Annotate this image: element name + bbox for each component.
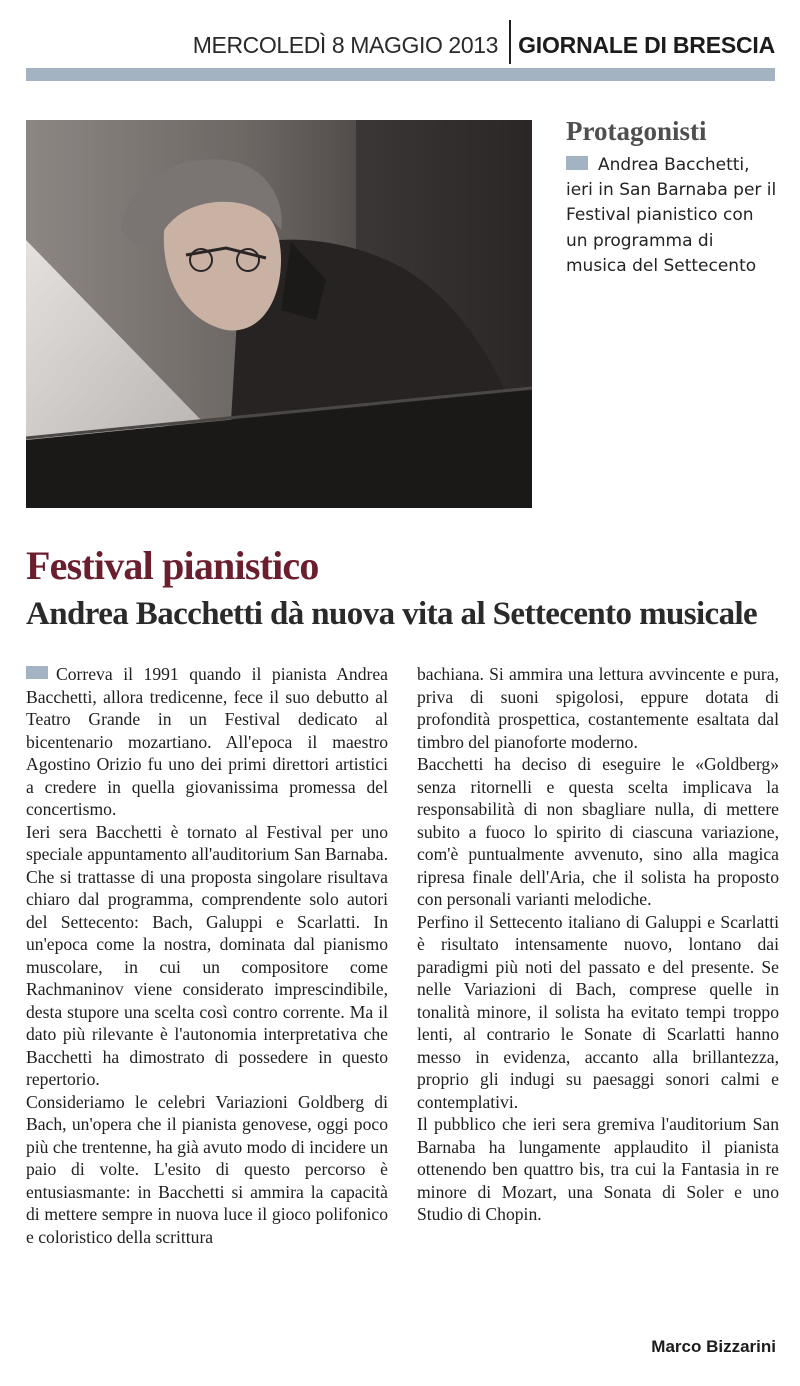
caption-text: Andrea Bacchetti, ieri in San Barnaba per il Festival pianistico con un programma di musica del Settecento	[566, 155, 777, 276]
paragraph: Consideriamo le celebri Variazioni Goldberg di Bach, un'opera che il pianista genovese, oggi poco più che trentenne, ha già avuto modo di incidere un paio di volte. L'esito di questo percorso è entusiasmante: in Bacchetti si ammira la capacità di mettere sempre in nuova luce il gioco polifonico e coloristico della scrittura	[26, 1091, 388, 1247]
article-column-1	[26, 663, 388, 1248]
square-bullet-icon	[26, 666, 48, 679]
photo-caption	[566, 116, 778, 279]
paragraph: Perfino il Settecento italiano di Galuppi e Scarlatti è risultato intensamente nuovo, lontano dai paradigmi più noti del passato e del presente. Se nelle Variazioni di Bach, comprese quelle in tonalità minore, il solista ha evitato tempi troppo lenti, al contrario le Sonate di Scarlatti hanno messo in evidenza, accanto alla brillantezza, proprio gli indugi su paesaggi sonori calmi e contemplativi.	[417, 911, 779, 1112]
paragraph	[26, 663, 388, 821]
pianist-illustration	[26, 120, 532, 508]
newspaper-name: GIORNALE DI BRESCIA	[518, 32, 775, 58]
article-column-2	[417, 663, 779, 1226]
masthead	[26, 18, 775, 68]
caption-title: Protagonisti	[566, 116, 707, 146]
pianist-photo	[26, 120, 532, 508]
article-headline: Andrea Bacchetti dà nuova vita al Settecento musicale	[26, 596, 758, 632]
masthead-divider	[509, 20, 511, 64]
caption-text-block	[566, 153, 778, 279]
header-rule	[26, 68, 775, 81]
paragraph: Il pubblico che ieri sera gremiva l'auditorium San Barnaba ha lungamente applaudito il pianista ottenendo ben quattro bis, tra cui la Fantasia in re minore di Mozart, una Sonata di Soler e uno Studio di Chopin.	[417, 1114, 779, 1224]
paragraph: Bacchetti ha deciso di eseguire le «Goldberg» senza ritornelli e questa scelta implicava la responsabilità di non sbagliare nulla, di mettere subito a fuoco lo spirito di ciascuna variazione, com'è puntualmente avvenuto, sino alla magica ripresa finale dell'Aria, che il solista ha proposto con personali varianti melodiche.	[417, 754, 779, 909]
paragraph: bachiana. Si ammira una lettura avvincente e pura, priva di suoni spigolosi, eppure dotata di profondità prospettica, costantemente esaltata dal timbro del pianoforte moderno.	[417, 664, 779, 752]
article-kicker: Festival pianistico	[26, 543, 319, 588]
paragraph: Ieri sera Bacchetti è tornato al Festival per uno speciale appuntamento all'auditorium San Barnaba. Che si trattasse di una proposta singolare risultava chiaro dal programma, comprendente solo autori del Settecento: Bach, Galuppi e Scarlatti. In un'epoca come la nostra, dominata dal pianismo muscolare, in cui un compositore come Rachmaninov viene considerato imprescindibile, desta stupore una scelta così contro corrente. Ma il dato più rilevante è l'autonomia interpretativa che Bacchetti ha dimostrato di possedere in questo repertorio.	[26, 821, 388, 1089]
square-bullet-icon	[566, 156, 588, 170]
issue-date: MERCOLEDÌ 8 MAGGIO 2013	[192, 32, 498, 58]
paragraph-text: Correva il 1991 quando il pianista Andrea Bacchetti, allora tredicenne, fece il suo debutto al Teatro Grande in un Festival dedicato al bicentenario mozartiano. All'epoca il maestro Agostino Orizio fu uno dei primi direttori artistici a credere in quella giovanissima promessa del concertismo.	[26, 664, 388, 819]
author-byline: Marco Bizzarini	[651, 1337, 776, 1356]
